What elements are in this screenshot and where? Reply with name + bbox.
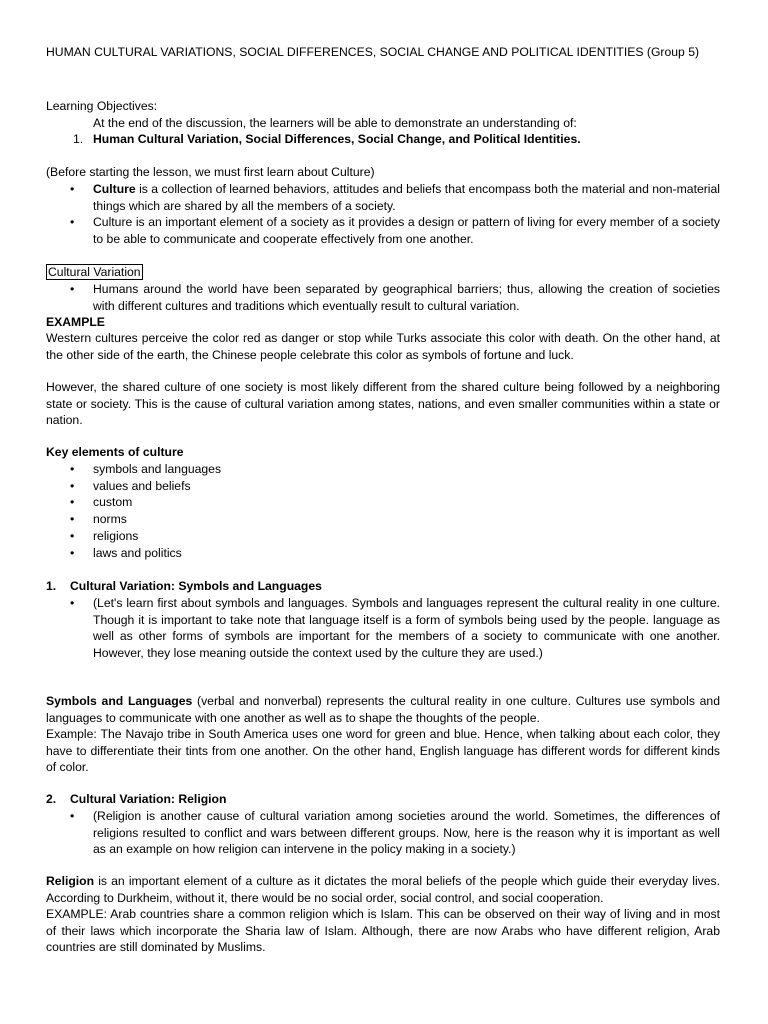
section2-bullet: (Religion is another cause of cultural variation among societies around the world. Sometimes, the differences of religions resulted to conflict and wars between different groups. Now, here is the reason why it is important as well as an example on how religion can intervene in the policy making in a society.) xyxy=(93,809,720,857)
key-element-item: custom xyxy=(93,495,133,509)
bullet-icon: • xyxy=(70,479,75,493)
key-elements-heading: Key elements of culture xyxy=(46,445,184,459)
document-title: HUMAN CULTURAL VARIATIONS, SOCIAL DIFFERENCES, SOCIAL CHANGE AND POLITICAL IDENTITIES (Group 5) xyxy=(46,45,700,59)
key-element-item: laws and politics xyxy=(93,546,182,560)
bullet-icon: • xyxy=(70,512,75,526)
example-label: EXAMPLE xyxy=(46,315,105,329)
cultural-variation-paragraph: However, the shared culture of one society is most likely different from the shared culture being followed by a neighboring state or society. This is the cause of cultural variation among states, nations, and even smaller communities within a state or nation. xyxy=(46,380,720,428)
bullet-icon: • xyxy=(70,529,75,543)
section1-term: Symbols and Languages xyxy=(46,694,193,708)
section2-number: 2. xyxy=(46,792,57,806)
bullet-icon: • xyxy=(70,495,75,509)
culture-definition-bullet xyxy=(93,181,720,214)
objective-number: 1. xyxy=(73,132,84,146)
section2-paragraph xyxy=(46,873,720,906)
culture-definition-text: is a collection of learned behaviors, attitudes and beliefs that encompass both the material and non-material things which are shared by all the members of a society. xyxy=(93,182,720,213)
cultural-variation-heading xyxy=(46,264,143,281)
bullet-icon: • xyxy=(70,215,75,229)
culture-note: (Before starting the lesson, we must first learn about Culture) xyxy=(46,165,375,179)
objectives-heading: Learning Objectives: xyxy=(46,99,158,113)
bullet-icon: • xyxy=(70,546,75,560)
objectives-intro: At the end of the discussion, the learners will be able to demonstrate an understanding of: xyxy=(93,116,577,130)
section2-heading: Cultural Variation: Religion xyxy=(70,792,227,806)
section1-text: (verbal and nonverbal) represents the cultural reality in one culture. Cultures use symbols and languages to communicate with one another as well as to shape the thoughts of the people. xyxy=(46,694,720,725)
key-element-item: religions xyxy=(93,529,139,543)
culture-importance-bullet: Culture is an important element of a society as it provides a design or pattern of living for every member of a society to be able to communicate and cooperate effectively from one another. xyxy=(93,215,720,246)
section1-bullet: (Let's learn first about symbols and languages. Symbols and languages represent the cultural reality in one culture. Though it is important to take note that language itself is a form of symbols being used by the people. language as well as other forms of symbols are important for the members of a society to communicate with one another. However, they lose meaning outside the context used by the culture they are used.) xyxy=(93,596,720,660)
bullet-icon: • xyxy=(70,462,75,476)
culture-term: Culture xyxy=(93,182,136,196)
bullet-icon: • xyxy=(70,182,75,196)
bullet-icon: • xyxy=(70,596,75,610)
example-text: Western cultures perceive the color red as danger or stop while Turks associate this color with death. On the other hand, at the other side of the earth, the Chinese people celebrate this color as symbols of fortune and luck. xyxy=(46,331,720,362)
bullet-icon: • xyxy=(70,282,75,296)
objective-item: Human Cultural Variation, Social Differences, Social Change, and Political Identities. xyxy=(93,132,581,146)
key-element-item: values and beliefs xyxy=(93,479,191,493)
cultural-variation-bullet: Humans around the world have been separated by geographical barriers; thus, allowing the creation of societies with different cultures and traditions which eventually result to cultural variation. xyxy=(93,282,720,313)
key-element-item: symbols and languages xyxy=(93,462,222,476)
section1-heading: Cultural Variation: Symbols and Languages xyxy=(70,579,322,593)
section2-text: is an important element of a culture as it dictates the moral beliefs of the people which guide their everyday lives. According to Durkheim, without it, there would be no social order, social control, and social cooperation. xyxy=(46,874,720,905)
section1-paragraph xyxy=(46,693,720,726)
key-element-item: norms xyxy=(93,512,127,526)
section2-term: Religion xyxy=(46,874,95,888)
cultural-variation-heading-text: Cultural Variation xyxy=(48,265,141,279)
bullet-icon: • xyxy=(70,809,75,823)
section1-example: Example: The Navajo tribe in South America uses one word for green and blue. Hence, when talking about each color, they have to differentiate their tints from one another. On the other hand, English language has different words for different kinds of color. xyxy=(46,727,720,775)
section1-number: 1. xyxy=(46,579,57,593)
section2-example: EXAMPLE: Arab countries share a common religion which is Islam. This can be observed on their way of living and in most of their laws which incorporate the Sharia law of Islam. Although, there are now Arabs who have different religion, Arab countries are still dominated by Muslims. xyxy=(46,907,720,955)
